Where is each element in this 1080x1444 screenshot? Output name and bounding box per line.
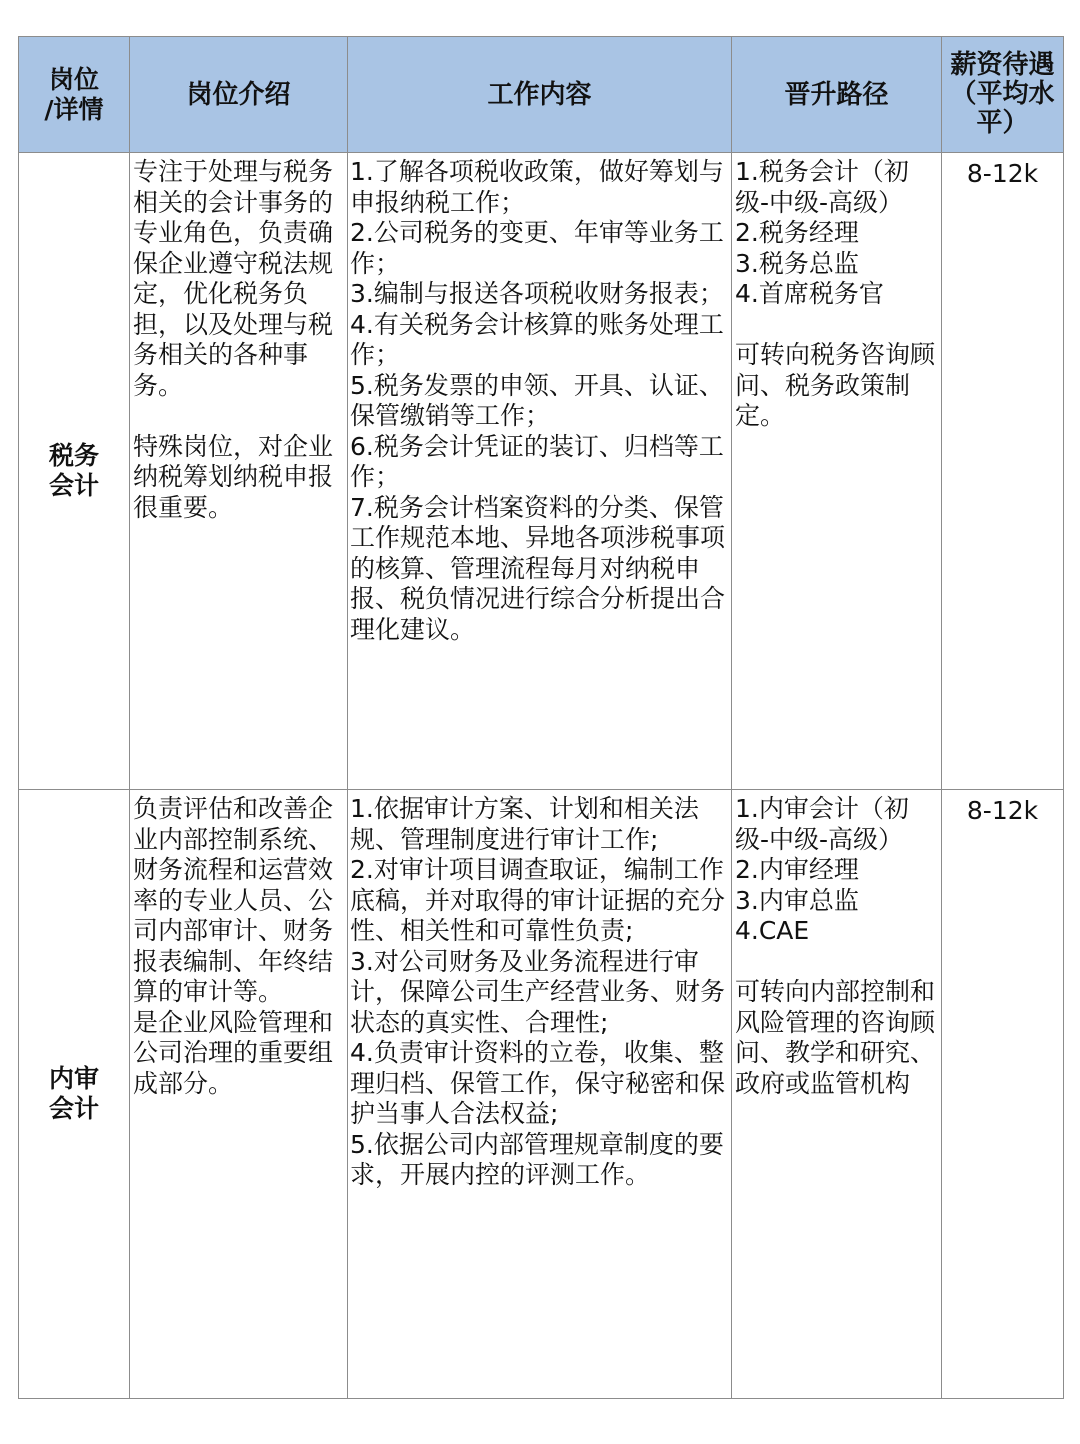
cell-work-content: 1.依据审计方案、计划和相关法规、管理制度进行审计工作; 2.对审计项目调查取证，编制工作底稿，并对取得的审计证据的充分性、相关性和可靠性负责; 3.对公司财务及业务流程进行审计，保障公司生产经营业务、财务状态的真实性、合理性; 4.负责审计资料的立卷，收集、整理归档、保管工作，保守秘密和保护当事人合法权益; 5.依据公司内部管理规章制度的要求，开展内控的评测工作。 xyxy=(348,790,732,1399)
header-intro-label: 岗位介绍 xyxy=(186,79,291,110)
cell-position-name: 税务 会计 xyxy=(19,153,130,790)
header-intro xyxy=(130,37,348,153)
header-salary-label: 薪资待遇 （平均水 平） xyxy=(950,50,1055,138)
cell-salary: 8-12k xyxy=(942,153,1064,790)
header-path xyxy=(732,37,942,153)
cell-work-content: 1.了解各项税收政策，做好筹划与申报纳税工作； 2.公司税务的变更、年审等业务工作； 3.编制与报送各项税收财务报表； 4.有关税务会计核算的账务处理工作； 5.税务发票的申领、开具、认证、保管缴销等工作； 6.税务会计凭证的装订、归档等工作； 7.税务会计档案资料的分类、保管工作规范本地、异地各项涉税事项的核算、管理流程每月对纳税申报、税负情况进行综合分析提出合理化建议。 xyxy=(348,153,732,790)
cell-intro: 负责评估和改善企业内部控制系统、财务流程和运营效率的专业人员、公司内部审计、财务报表编制、年终结算的审计等。 是企业风险管理和公司治理的重要组成部分。 xyxy=(130,790,348,1399)
table-row-tax-accountant xyxy=(19,153,1064,790)
header-path-label: 晋升路径 xyxy=(784,79,889,110)
header-row xyxy=(19,37,1064,153)
table-header xyxy=(19,37,1064,153)
cell-position-name: 内审 会计 xyxy=(19,790,130,1399)
table-row-internal-audit xyxy=(19,790,1064,1399)
cell-promotion-path: 1.内审会计（初级-中级-高级） 2.内审经理 3.内审总监 4.CAE 可转向内部控制和风险管理的咨询顾问、教学和研究、政府或监管机构 xyxy=(732,790,942,1399)
cell-promotion-path: 1.税务会计（初级-中级-高级） 2.税务经理 3.税务总监 4.首席税务官 可转向税务咨询顾问、税务政策制定。 xyxy=(732,153,942,790)
header-salary xyxy=(942,37,1064,153)
cell-intro: 专注于处理与税务相关的会计事务的专业角色，负责确保企业遵守税法规定，优化税务负担，以及处理与税务相关的各种事务。 特殊岗位，对企业纳税筹划纳税申报很重要。 xyxy=(130,153,348,790)
career-table xyxy=(18,36,1064,1399)
header-position-label: 岗位 /详情 xyxy=(44,64,104,124)
header-position xyxy=(19,37,130,153)
cell-salary: 8-12k xyxy=(942,790,1064,1399)
table-body xyxy=(19,153,1064,1399)
header-content xyxy=(348,37,732,153)
header-content-label: 工作内容 xyxy=(487,79,592,110)
